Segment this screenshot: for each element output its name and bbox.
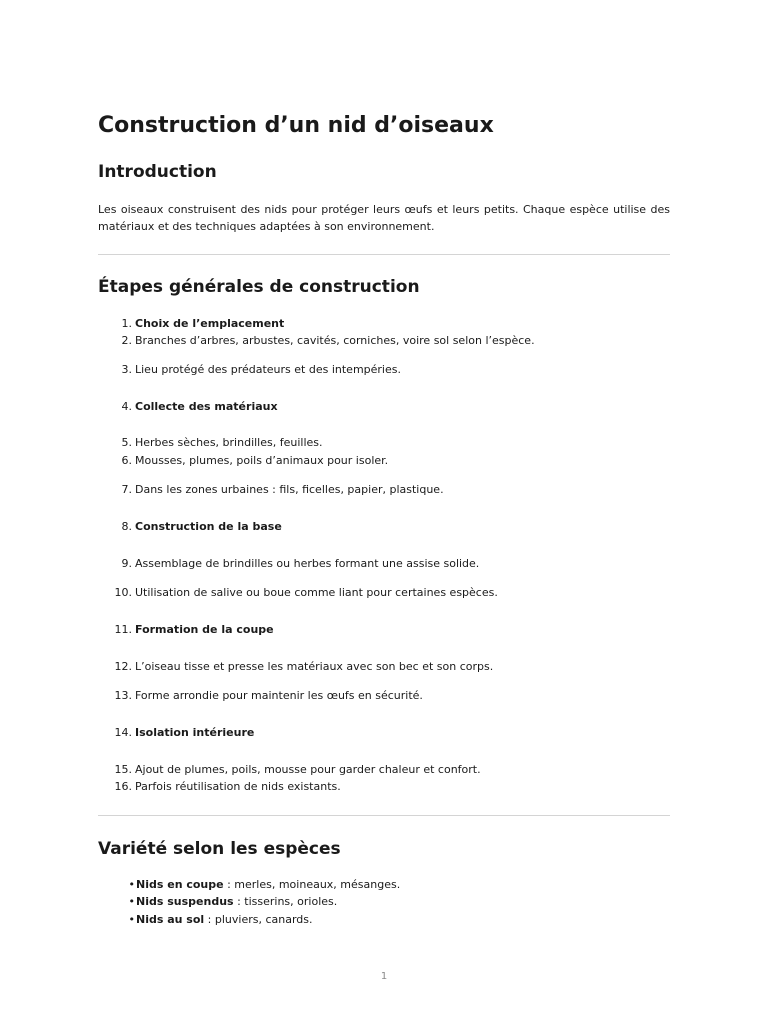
bullet-marker: • xyxy=(128,878,135,891)
bullet-marker: • xyxy=(128,913,135,926)
step-text: Parfois réutilisation de nids existants. xyxy=(135,780,341,793)
step-number: 4. xyxy=(121,400,132,413)
step-item xyxy=(98,316,670,332)
step-text: L’oiseau tisse et presse les matériaux avec son bec et son corps. xyxy=(135,660,494,673)
step-item xyxy=(98,435,670,451)
step-item xyxy=(98,333,670,349)
step-item xyxy=(98,585,670,601)
step-number: 6. xyxy=(121,454,132,467)
step-item xyxy=(98,688,670,704)
bullet-term: Nids au sol xyxy=(136,913,205,926)
step-number: 9. xyxy=(121,557,132,570)
step-number: 14. xyxy=(114,726,132,739)
bullet-term: Nids suspendus xyxy=(136,895,234,908)
step-text: Lieu protégé des prédateurs et des intempéries. xyxy=(135,363,401,376)
step-text: Branches d’arbres, arbustes, cavités, corniches, voire sol selon l’espèce. xyxy=(135,334,535,347)
bullet-rest: : tisserins, orioles. xyxy=(233,895,338,908)
step-text: Forme arrondie pour maintenir les œufs en sécurité. xyxy=(135,689,423,702)
step-text: Ajout de plumes, poils, mousse pour garder chaleur et confort. xyxy=(135,763,481,776)
step-item xyxy=(98,622,670,638)
bullet-item xyxy=(98,912,670,928)
step-number: 12. xyxy=(114,660,132,673)
bullet-marker: • xyxy=(128,895,135,908)
page-number: 1 xyxy=(380,971,388,982)
step-number: 13. xyxy=(114,689,132,702)
step-text: Mousses, plumes, poils d’animaux pour isoler. xyxy=(135,454,389,467)
step-text: Choix de l’emplacement xyxy=(135,317,285,330)
step-number: 11. xyxy=(114,623,132,636)
step-item xyxy=(98,725,670,741)
step-item xyxy=(98,762,670,778)
step-text: Dans les zones urbaines : fils, ficelles, papier, plastique. xyxy=(135,483,444,496)
introduction-heading: Introduction xyxy=(98,162,217,182)
step-number: 10. xyxy=(114,586,132,599)
step-number: 3. xyxy=(121,363,132,376)
bullet-rest: : merles, moineaux, mésanges. xyxy=(223,878,401,891)
step-text: Collecte des matériaux xyxy=(135,400,278,413)
document-title: Construction d’un nid d’oiseaux xyxy=(98,113,494,138)
bullet-item xyxy=(98,894,670,910)
step-text: Herbes sèches, brindilles, feuilles. xyxy=(135,436,323,449)
step-item xyxy=(98,659,670,675)
step-number: 2. xyxy=(121,334,132,347)
step-item xyxy=(98,556,670,572)
bullet-term: Nids en coupe xyxy=(136,878,224,891)
step-text: Isolation intérieure xyxy=(135,726,255,739)
step-item xyxy=(98,519,670,535)
bullet-item xyxy=(98,877,670,893)
bullet-rest: : pluviers, canards. xyxy=(204,913,313,926)
step-text: Formation de la coupe xyxy=(135,623,274,636)
variete-heading: Variété selon les espèces xyxy=(98,839,341,859)
step-text: Assemblage de brindilles ou herbes formant une assise solide. xyxy=(135,557,480,570)
etapes-heading: Étapes générales de construction xyxy=(98,277,420,297)
step-number: 7. xyxy=(121,483,132,496)
step-number: 16. xyxy=(114,780,132,793)
step-text: Construction de la base xyxy=(135,520,282,533)
step-text: Utilisation de salive ou boue comme liant pour certaines espèces. xyxy=(135,586,498,599)
step-item xyxy=(98,779,670,795)
step-number: 5. xyxy=(121,436,132,449)
step-number: 15. xyxy=(114,763,132,776)
section-divider xyxy=(98,254,670,255)
step-number: 8. xyxy=(121,520,132,533)
step-item xyxy=(98,453,670,469)
introduction-paragraph: Les oiseaux construisent des nids pour protéger leurs œufs et leurs petits. Chaque espèce utilise des matériaux et des techniques adaptées à son environnement. xyxy=(98,203,670,233)
step-item xyxy=(98,362,670,378)
section-divider xyxy=(98,815,670,816)
step-item xyxy=(98,482,670,498)
step-item xyxy=(98,399,670,415)
step-number: 1. xyxy=(121,317,132,330)
